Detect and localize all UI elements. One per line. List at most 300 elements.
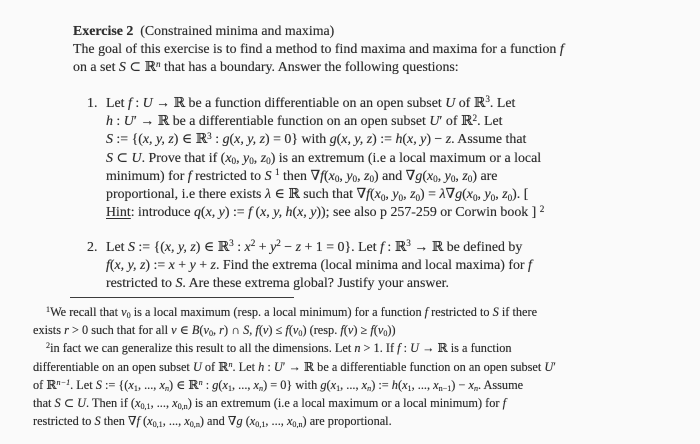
text-segment: − xyxy=(280,240,296,255)
text-segment: g xyxy=(329,132,337,148)
text-segment: h xyxy=(391,377,398,392)
text-segment: )); see also p 257-259 or Corwin book ] xyxy=(316,205,540,221)
text-segment: if there xyxy=(498,305,538,319)
text-segment: 0 xyxy=(249,156,254,167)
text-segment: ∈ xyxy=(176,323,192,338)
text-segment: : xyxy=(233,240,245,255)
text-segment: f xyxy=(106,258,110,274)
text-segment: y xyxy=(392,187,399,203)
text-segment: x xyxy=(253,377,260,392)
text-segment: then ∇ xyxy=(279,168,321,184)
text-segment: . Let xyxy=(232,359,259,374)
text-segment: 0 xyxy=(433,174,438,185)
text-segment: , ..., xyxy=(137,377,160,392)
text-segment: that has a boundary. Answer the following questions: xyxy=(160,60,459,76)
text-segment: 0 xyxy=(208,329,213,339)
text-segment: f xyxy=(528,258,532,274)
text-segment: v xyxy=(347,323,354,338)
text-segment: 1 xyxy=(227,384,233,394)
text-segment: := {( xyxy=(112,132,143,148)
text-segment: y xyxy=(346,168,353,184)
text-segment: , xyxy=(455,168,463,184)
text-segment: minimum) for xyxy=(106,168,188,184)
text-segment: x, y, z xyxy=(234,132,266,148)
text-segment: v xyxy=(121,305,127,319)
text-segment: g xyxy=(455,187,463,203)
text-segment: ) ∩ xyxy=(223,323,244,338)
text-segment: ) is an extremum (i.e a local maximum or a local xyxy=(270,150,542,166)
text-segment: ( xyxy=(139,414,148,429)
text-segment: 0,1 xyxy=(255,420,266,430)
text-segment: . Assume xyxy=(478,377,524,392)
text-segment: z xyxy=(295,240,302,255)
text-segment: U xyxy=(131,150,142,166)
text-segment: ( xyxy=(397,377,403,392)
text-segment: . Are these extrema global? Justify your answer. xyxy=(182,276,449,292)
text-segment: f xyxy=(380,240,384,255)
text-line xyxy=(106,113,646,131)
text-segment: ) − xyxy=(426,132,446,148)
text-segment: z xyxy=(502,187,508,203)
text-segment: S xyxy=(175,276,183,292)
text-segment: n xyxy=(156,58,161,69)
text-segment: exists xyxy=(33,323,65,338)
text-line xyxy=(73,23,633,41)
text-segment: 0,1 xyxy=(152,420,163,430)
text-segment: > 0 such that for all xyxy=(68,323,172,338)
text-segment: ) ∈ ℝ xyxy=(169,377,199,392)
text-segment: x, y xyxy=(205,205,225,221)
text-segment: ) := xyxy=(224,205,249,221)
text-segment: 0 xyxy=(383,329,388,339)
text-segment: ) := xyxy=(145,258,169,274)
text-segment: ( xyxy=(462,187,467,203)
text-line xyxy=(33,340,693,358)
text-segment: h xyxy=(258,359,265,374)
text-segment: ) = 0} with xyxy=(265,132,330,148)
text-segment: ⊂ xyxy=(60,396,78,411)
text-segment: v xyxy=(262,323,269,338)
text-segment: 2 xyxy=(276,238,281,249)
text-segment: f xyxy=(559,42,564,58)
text-segment: U xyxy=(273,359,283,374)
text-segment: x xyxy=(184,414,190,429)
text-segment: x xyxy=(249,414,256,429)
question-2-text xyxy=(106,239,646,294)
question-2-number: 2. xyxy=(87,240,98,255)
text-segment: 0 xyxy=(467,174,473,185)
text-segment: f xyxy=(397,341,401,356)
text-segment: x xyxy=(172,396,178,411)
text-segment: (Constrained minima and maxima) xyxy=(133,24,335,39)
text-line xyxy=(33,413,693,431)
text-segment: S xyxy=(94,414,101,429)
text-segment: z xyxy=(410,187,416,203)
text-segment: g xyxy=(236,414,243,429)
text-segment: y xyxy=(243,150,250,166)
text-segment: U xyxy=(77,396,87,411)
text-segment: f xyxy=(502,396,506,411)
text-line xyxy=(33,395,693,413)
text-segment: , ..., xyxy=(150,396,173,411)
text-segment: > 1. If xyxy=(360,341,398,356)
text-segment: 0 xyxy=(398,192,404,203)
text-segment: 0 xyxy=(380,192,386,203)
text-segment: x, y, z xyxy=(341,132,373,148)
question-1 xyxy=(87,94,646,222)
text-segment: , xyxy=(339,168,347,184)
text-segment: 1 xyxy=(275,167,280,178)
text-segment: U xyxy=(192,359,202,374)
text-segment: x xyxy=(328,168,335,184)
text-segment: g xyxy=(320,377,327,392)
text-segment: of ℝ xyxy=(455,96,486,111)
text-segment: ⊂ ℝ xyxy=(125,60,156,76)
text-segment: in fact we can generalize this result to all the dimensions. Let xyxy=(50,341,355,356)
text-segment: f xyxy=(255,323,259,338)
text-segment: f xyxy=(285,323,289,338)
text-segment: n xyxy=(367,384,372,394)
text-segment: ( xyxy=(292,205,298,221)
text-segment: f xyxy=(187,168,192,184)
text-segment: S xyxy=(118,60,126,76)
text-segment: ( xyxy=(229,132,235,148)
text-segment: 1 xyxy=(407,384,412,394)
text-segment: g xyxy=(222,132,230,148)
text-segment: S xyxy=(127,240,135,255)
text-segment: S xyxy=(106,150,113,166)
text-segment: := {( xyxy=(134,240,165,255)
text-segment: 3 xyxy=(485,94,490,105)
text-segment: ) − xyxy=(451,377,469,392)
text-segment: then ∇ xyxy=(100,414,137,429)
text-segment: 2 xyxy=(46,341,51,351)
text-segment: ∇ xyxy=(445,187,456,203)
text-segment: n−1 xyxy=(438,384,452,394)
text-segment: x, y xyxy=(407,132,427,148)
text-segment: f xyxy=(366,187,371,203)
text-segment: x xyxy=(128,377,134,392)
text-segment: 0 xyxy=(298,329,303,339)
text-segment: x xyxy=(374,187,381,203)
footnote-separator-rule xyxy=(70,297,294,298)
text-segment: ( xyxy=(218,377,223,392)
text-segment: ) := xyxy=(371,377,392,392)
text-segment: 3 xyxy=(406,238,411,249)
text-segment: : xyxy=(202,377,213,392)
text-segment: z xyxy=(462,168,468,184)
text-line xyxy=(106,150,646,168)
text-segment: v xyxy=(292,323,299,338)
text-segment: ( xyxy=(242,414,250,429)
text-segment: S xyxy=(492,305,499,319)
text-segment: We recall that xyxy=(50,305,122,319)
text-segment: 3 xyxy=(229,238,234,249)
text-segment: , ..., xyxy=(411,377,434,392)
text-segment: 1 xyxy=(46,304,51,314)
text-segment: , ..., xyxy=(340,377,362,392)
text-segment: ) and ∇ xyxy=(374,168,416,184)
text-segment: : ℝ xyxy=(383,240,407,255)
text-segment: of ℝ xyxy=(33,377,57,392)
text-segment: g xyxy=(415,168,423,184)
text-segment: , ..., xyxy=(162,414,185,429)
text-segment: + xyxy=(255,240,271,255)
text-segment: . Let xyxy=(477,114,503,130)
text-segment: := {( xyxy=(101,377,129,392)
text-segment: y xyxy=(189,258,196,274)
text-segment: ′ xyxy=(553,359,556,374)
text-segment: x, y, z xyxy=(114,258,146,274)
text-segment: . Assume that xyxy=(451,132,527,148)
text-segment: ( xyxy=(402,132,408,148)
text-segment: n−1 xyxy=(56,377,71,387)
text-segment: n xyxy=(259,384,264,394)
text-segment: ) ∈ ℝ xyxy=(173,132,208,148)
text-segment: n xyxy=(228,359,233,369)
text-segment: , xyxy=(495,187,503,203)
text-line xyxy=(33,359,693,377)
text-segment: x xyxy=(433,377,439,392)
text-segment: ( xyxy=(343,323,348,338)
text-segment: restricted to xyxy=(33,414,95,429)
text-segment: U xyxy=(429,114,440,130)
text-segment: on a set xyxy=(73,60,119,76)
text-segment: . Let xyxy=(489,96,516,111)
text-segment: z xyxy=(364,168,370,184)
text-segment: , xyxy=(357,168,365,184)
text-segment: + xyxy=(174,258,190,274)
text-segment: S xyxy=(243,323,250,338)
text-line xyxy=(106,275,646,293)
text-segment: differentiable on an open subset xyxy=(33,359,193,374)
text-segment: f xyxy=(127,96,132,111)
text-segment: ) (resp. xyxy=(302,323,341,338)
text-segment: y xyxy=(484,187,491,203)
text-segment: 0 xyxy=(472,192,478,203)
text-segment: 0,n xyxy=(177,402,188,412)
text-segment: , xyxy=(385,187,393,203)
text-segment: ′ → ℝ be a differentiable function on an open subset xyxy=(282,359,545,374)
text-segment: r xyxy=(64,323,69,338)
text-segment: that xyxy=(33,396,55,411)
text-segment: U xyxy=(123,114,134,130)
text-segment: h xyxy=(395,132,403,148)
text-segment: ( xyxy=(370,187,375,203)
text-segment: : xyxy=(131,96,143,111)
text-segment: , xyxy=(437,168,445,184)
text-segment: λ xyxy=(439,187,446,203)
text-segment: U xyxy=(445,96,456,111)
text-segment: : xyxy=(211,132,223,148)
text-segment: 0 xyxy=(369,174,375,185)
text-segment: , ..., xyxy=(232,377,254,392)
text-segment: z xyxy=(445,132,452,148)
text-line xyxy=(106,257,646,275)
text-segment: of ℝ xyxy=(201,359,229,374)
text-segment: ( xyxy=(258,323,263,338)
text-segment: y xyxy=(444,168,451,184)
text-line xyxy=(106,204,646,222)
text-segment: 0 xyxy=(231,156,237,167)
text-segment: : introduce xyxy=(130,205,194,221)
text-segment: U xyxy=(410,341,420,356)
text-segment: ) are proportional. xyxy=(302,414,392,429)
text-segment: n xyxy=(164,384,169,394)
text-segment: ( xyxy=(200,205,206,221)
text-segment: → ℝ be a function differentiable on an open subset xyxy=(152,96,446,111)
text-segment: Hint xyxy=(106,205,131,221)
text-segment: ) := xyxy=(372,132,396,148)
text-segment: ′ → ℝ be a differentiable function on an open subset xyxy=(133,114,430,130)
text-line xyxy=(33,322,693,340)
text-segment: ( xyxy=(336,132,342,148)
text-segment: + xyxy=(195,258,211,274)
text-line xyxy=(106,186,646,204)
text-segment: restricted to xyxy=(106,276,176,292)
text-segment: )) xyxy=(387,323,396,338)
text-segment: x xyxy=(222,377,228,392)
text-segment: v xyxy=(203,323,209,338)
text-segment: y xyxy=(270,240,277,255)
text-line xyxy=(106,168,646,186)
text-segment: v xyxy=(171,323,177,338)
text-segment: . Let xyxy=(70,377,96,392)
text-segment: S xyxy=(264,168,272,184)
text-segment: 0,n xyxy=(189,420,200,430)
text-segment: x xyxy=(286,414,293,429)
text-segment: x xyxy=(330,377,337,392)
question-1-number: 1. xyxy=(87,96,98,111)
text-segment: U xyxy=(142,96,153,111)
text-segment: 1 xyxy=(336,384,341,394)
text-segment: . Prove that if ( xyxy=(141,150,226,166)
text-segment: U xyxy=(544,359,554,374)
text-segment: ∈ ℝ such that ∇ xyxy=(270,187,367,203)
text-segment: x xyxy=(244,240,251,255)
text-segment: ( xyxy=(422,168,427,184)
text-segment: + 1 = 0}. Let xyxy=(301,240,381,255)
text-segment: 0 xyxy=(334,174,340,185)
text-segment: Let xyxy=(106,96,128,111)
text-segment: x xyxy=(225,150,232,166)
text-segment: q xyxy=(193,205,201,221)
text-segment: x xyxy=(466,187,473,203)
text-segment: 2 xyxy=(539,203,545,214)
text-segment: , xyxy=(403,187,411,203)
text-segment: ) = 0} with xyxy=(263,377,321,392)
text-segment: λ xyxy=(264,187,271,203)
text-segment: x xyxy=(402,377,408,392)
text-segment: x, y, z xyxy=(142,132,174,148)
footnotes xyxy=(33,304,693,431)
text-segment: 0,1 xyxy=(140,402,151,412)
text-segment: x, y xyxy=(297,205,317,221)
text-segment: S xyxy=(54,396,61,411)
text-segment: 2 xyxy=(250,238,256,249)
text-segment: n xyxy=(198,377,203,387)
text-segment: ( xyxy=(251,205,261,221)
text-segment: x xyxy=(147,414,153,429)
text-segment: n xyxy=(473,384,478,394)
text-segment: x xyxy=(468,377,474,392)
text-segment: v xyxy=(377,323,384,338)
text-segment: restricted to xyxy=(191,168,265,184)
text-line xyxy=(106,239,646,257)
text-segment: B xyxy=(191,323,200,338)
text-segment: ) are xyxy=(472,168,498,184)
text-segment: is a local maximum (resp. a local minimum) for a function xyxy=(130,305,425,319)
text-segment: 3 xyxy=(207,130,212,141)
text-segment: f xyxy=(424,305,429,319)
text-segment: , xyxy=(236,150,244,166)
text-segment: 2 xyxy=(472,112,478,123)
text-segment: g xyxy=(212,377,219,392)
question-1-text xyxy=(106,95,646,222)
text-line xyxy=(106,131,646,149)
text-segment: Exercise 2 xyxy=(73,24,134,39)
text-segment: , xyxy=(477,187,485,203)
text-line xyxy=(73,59,633,77)
text-line xyxy=(33,377,693,395)
text-segment: 0 xyxy=(490,192,496,203)
text-segment: ( xyxy=(199,323,204,338)
text-segment: , xyxy=(253,150,261,166)
text-segment: → ℝ is a function xyxy=(419,341,512,356)
text-segment: : xyxy=(112,114,124,130)
text-segment: f xyxy=(136,414,140,429)
text-segment: The goal of this exercise is to find a method to find maxima and maxima for a function xyxy=(73,42,560,58)
text-segment: ) ≤ xyxy=(268,323,286,338)
text-segment: x xyxy=(134,396,141,411)
text-segment: : xyxy=(264,359,274,374)
text-segment: ) is an extremum (i.e a local maximum or a local minimum) for xyxy=(187,396,503,411)
text-segment: 0 xyxy=(126,311,131,321)
text-segment: 0 xyxy=(507,192,513,203)
text-segment: 0 xyxy=(415,192,421,203)
text-segment: ) = xyxy=(420,187,440,203)
text-segment: ( xyxy=(373,323,378,338)
text-line xyxy=(33,304,693,322)
text-segment: ( xyxy=(288,323,293,338)
text-segment: x, y, h xyxy=(260,205,293,221)
text-segment: x xyxy=(159,377,165,392)
text-segment: ( xyxy=(324,168,329,184)
text-segment: x xyxy=(168,258,175,274)
text-segment: x, y, z xyxy=(164,240,196,255)
text-segment: x xyxy=(426,168,434,184)
text-segment: → ℝ be defined by xyxy=(410,240,523,255)
text-segment: h xyxy=(106,114,113,130)
text-segment: f xyxy=(340,323,344,338)
text-segment: n xyxy=(354,341,361,356)
text-segment: 0 xyxy=(266,156,271,167)
text-segment: S xyxy=(95,377,102,392)
text-segment: f xyxy=(370,323,374,338)
text-segment: ′ of ℝ xyxy=(439,114,473,130)
text-segment: 1 xyxy=(133,384,138,394)
question-2 xyxy=(87,238,646,294)
text-segment: ⊂ xyxy=(112,150,132,166)
text-segment: ) ≥ xyxy=(353,323,371,338)
text-segment: z xyxy=(210,258,216,274)
text-segment: proportional, i.e there exists xyxy=(106,187,265,203)
text-segment: 0 xyxy=(450,174,456,185)
text-line xyxy=(73,41,633,59)
text-segment: r xyxy=(219,323,224,338)
text-segment: , xyxy=(213,323,220,338)
text-segment: S xyxy=(106,132,113,148)
